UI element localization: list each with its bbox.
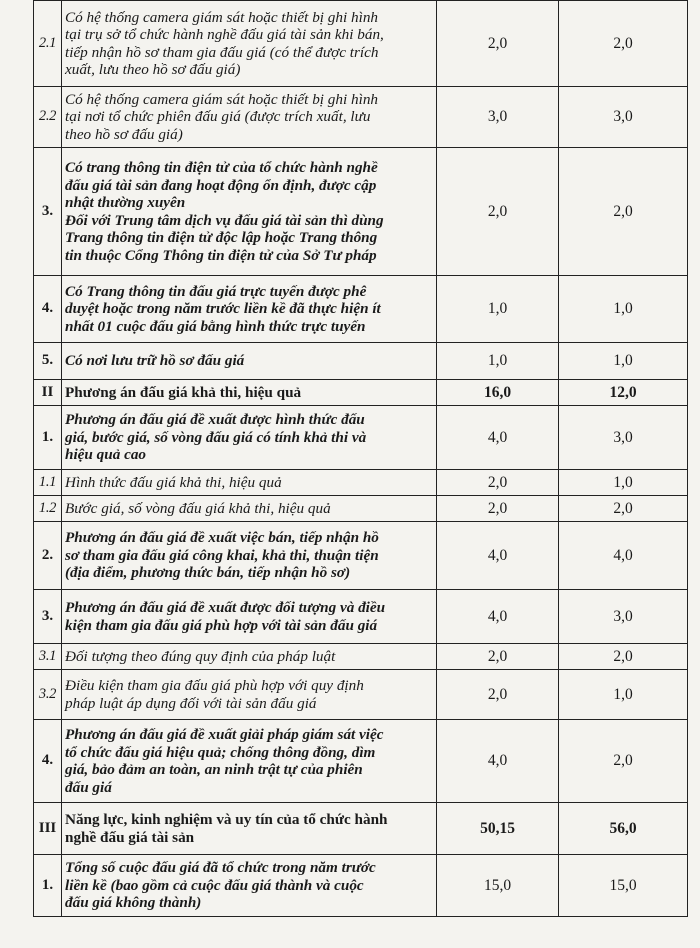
- table-row: [34, 343, 688, 380]
- table-row: [34, 855, 688, 917]
- criterion-text: [62, 644, 437, 670]
- score-awarded: 3,0: [559, 87, 688, 148]
- score-awarded: 2,0: [559, 720, 688, 803]
- table-row: [34, 670, 688, 720]
- criterion-text: [62, 276, 437, 343]
- criterion-line: nhất 01 cuộc đấu giá bằng hình thức trực tuyến: [65, 317, 366, 335]
- criterion-text: [62, 343, 437, 380]
- criterion-line: nhật thường xuyên: [65, 194, 186, 211]
- criterion-line: Hình thức đấu giá khả thi, hiệu quả: [65, 473, 282, 491]
- score-max: 2,0: [437, 670, 559, 720]
- criterion-line: tại nơi tổ chức phiên đấu giá (được trích xuất, lưu: [65, 108, 371, 126]
- row-number: 4.: [34, 720, 62, 803]
- criterion-line: pháp luật áp dụng đối với tài sản đấu giá: [65, 694, 317, 712]
- table-row: [34, 1, 688, 87]
- table-row: [34, 470, 688, 496]
- table-row: [34, 380, 688, 406]
- criterion-text: [62, 148, 437, 276]
- criterion-text: [62, 670, 437, 720]
- score-awarded: 2,0: [559, 644, 688, 670]
- score-awarded: 3,0: [559, 406, 688, 470]
- criterion-line: Có hệ thống camera giám sát hoặc thiết bị ghi hình: [65, 90, 379, 108]
- table-row: [34, 148, 688, 276]
- criterion-line: sơ tham gia đấu giá công khai, khả thi, thuận tiện: [65, 546, 379, 564]
- score-awarded: 4,0: [559, 522, 688, 590]
- criterion-line: giá, bước giá, số vòng đấu giá có tính khả thi và: [65, 428, 367, 446]
- table-row: [34, 590, 688, 644]
- score-awarded: 2,0: [559, 1, 688, 87]
- criterion-text: [62, 720, 437, 803]
- criterion-text: [62, 470, 437, 496]
- score-max: 4,0: [437, 406, 559, 470]
- row-number: 3.: [34, 148, 62, 276]
- criterion-line: Trang thông tin điện tử độc lập hoặc Trang thông: [65, 229, 378, 246]
- score-max: 15,0: [437, 855, 559, 917]
- criterion-line: Phương án đấu giá đề xuất được hình thức đấu: [65, 411, 365, 429]
- row-number: 1.: [34, 406, 62, 470]
- score-max: 4,0: [437, 590, 559, 644]
- criterion-line: theo hồ sơ đấu giá): [65, 125, 183, 143]
- criterion-text: [62, 1, 437, 87]
- score-max: 4,0: [437, 522, 559, 590]
- criterion-line: tin thuộc Cổng Thông tin điện tử của Sở Tư pháp: [65, 246, 377, 264]
- row-number: 2.: [34, 522, 62, 590]
- score-max: 2,0: [437, 148, 559, 276]
- criterion-line: Phương án đấu giá đề xuất giải pháp giám sát việc: [65, 726, 384, 743]
- criterion-line: Có hệ thống camera giám sát hoặc thiết bị ghi hình: [65, 8, 379, 26]
- score-awarded: 1,0: [559, 670, 688, 720]
- criterion-line: (địa điểm, phương thức bán, tiếp nhận hồ sơ): [65, 564, 351, 582]
- criterion-line: duyệt hoặc trong năm trước liền kề đã thực hiện ít: [65, 300, 381, 318]
- score-max: 2,0: [437, 470, 559, 496]
- row-number: 2.1: [34, 1, 62, 87]
- criteria-table: [33, 0, 688, 917]
- criterion-line: Điều kiện tham gia đấu giá phù hợp với quy định: [65, 677, 364, 694]
- criterion-line: đấu giá tài sản đang hoạt động ổn định, được cập: [65, 176, 377, 194]
- score-awarded: 2,0: [559, 148, 688, 276]
- criterion-line: Đối với Trung tâm dịch vụ đấu giá tài sản thì dùng: [65, 211, 384, 229]
- criterion-line: Phương án đấu giá đề xuất việc bán, tiếp nhận hồ: [65, 529, 379, 547]
- criterion-line: Phương án đấu giá đề xuất được đối tượng và điều: [65, 599, 386, 616]
- score-awarded: 56,0: [559, 803, 688, 855]
- row-number: 3.1: [34, 644, 62, 670]
- criterion-line: Bước giá, số vòng đấu giá khả thi, hiệu quả: [65, 499, 331, 517]
- criterion-text: [62, 855, 437, 917]
- row-number: 1.1: [34, 470, 62, 496]
- score-max: 50,15: [437, 803, 559, 855]
- criterion-text: [62, 406, 437, 470]
- table-row: [34, 803, 688, 855]
- criterion-line: Năng lực, kinh nghiệm và uy tín của tổ chức hành: [65, 811, 388, 828]
- score-awarded: 15,0: [559, 855, 688, 917]
- criterion-line: tại trụ sở tổ chức hành nghề đấu giá tài sản khi bán,: [65, 26, 384, 43]
- score-awarded: 2,0: [559, 496, 688, 522]
- criteria-table-body: [34, 1, 688, 917]
- score-awarded: 12,0: [559, 380, 688, 406]
- criterion-line: hiệu quả cao: [65, 446, 147, 464]
- score-awarded: 3,0: [559, 590, 688, 644]
- score-max: 3,0: [437, 87, 559, 148]
- row-number: 1.2: [34, 496, 62, 522]
- criterion-line: Đối tượng theo đúng quy định của pháp luật: [65, 647, 336, 665]
- table-row: [34, 406, 688, 470]
- score-awarded: 1,0: [559, 343, 688, 380]
- criterion-line: Tổng số cuộc đấu giá đã tổ chức trong năm trước: [65, 859, 376, 877]
- criterion-line: Có Trang thông tin đấu giá trực tuyến được phê: [65, 282, 367, 300]
- criterion-text: [62, 87, 437, 148]
- score-max: 2,0: [437, 1, 559, 87]
- criterion-text: [62, 380, 437, 406]
- score-max: 1,0: [437, 276, 559, 343]
- criterion-text: [62, 590, 437, 644]
- criterion-line: liền kề (bao gồm cả cuộc đấu giá thành và cuộc: [65, 876, 364, 894]
- row-number: III: [34, 803, 62, 855]
- table-row: [34, 644, 688, 670]
- table-row: [34, 522, 688, 590]
- criterion-line: đấu giá không thành): [65, 894, 202, 912]
- row-number: 5.: [34, 343, 62, 380]
- score-max: 4,0: [437, 720, 559, 803]
- criterion-line: nghề đấu giá tài sản: [65, 828, 195, 846]
- table-row: [34, 87, 688, 148]
- score-max: 2,0: [437, 644, 559, 670]
- row-number: 3.: [34, 590, 62, 644]
- row-number: 3.2: [34, 670, 62, 720]
- criterion-line: Phương án đấu giá khả thi, hiệu quả: [65, 383, 302, 401]
- row-number: 2.2: [34, 87, 62, 148]
- row-number: 4.: [34, 276, 62, 343]
- score-max: 2,0: [437, 496, 559, 522]
- score-awarded: 1,0: [559, 276, 688, 343]
- criterion-text: [62, 803, 437, 855]
- score-max: 16,0: [437, 380, 559, 406]
- criterion-text: [62, 522, 437, 590]
- criterion-line: kiện tham gia đấu giá phù hợp với tài sản đấu giá: [65, 616, 378, 634]
- criterion-line: tiếp nhận hồ sơ tham gia đấu giá (có thể được trích: [65, 43, 379, 61]
- table-row: [34, 720, 688, 803]
- criterion-line: giá, bảo đảm an toàn, an ninh trật tự của phiên: [65, 761, 363, 778]
- criterion-line: Có trang thông tin điện tử của tổ chức hành nghề: [65, 159, 378, 176]
- criterion-line: đấu giá: [65, 778, 112, 796]
- row-number: 1.: [34, 855, 62, 917]
- criterion-line: Có nơi lưu trữ hồ sơ đấu giá: [65, 352, 245, 370]
- criterion-line: xuất, lưu theo hồ sơ đấu giá): [65, 61, 241, 78]
- criterion-text: [62, 496, 437, 522]
- table-row: [34, 276, 688, 343]
- criterion-line: tổ chức đấu giá hiệu quả; chống thông đồng, dìm: [65, 743, 376, 761]
- table-row: [34, 496, 688, 522]
- score-awarded: 1,0: [559, 470, 688, 496]
- row-number: II: [34, 380, 62, 406]
- score-max: 1,0: [437, 343, 559, 380]
